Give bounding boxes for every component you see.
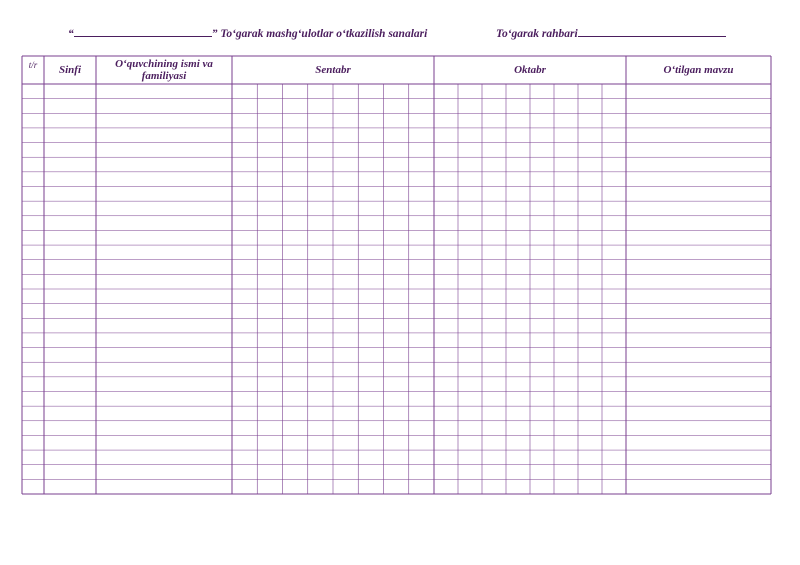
column-header-october: Oktabr — [514, 64, 546, 76]
leader-label: To‘garak rahbari — [496, 28, 578, 40]
open-quote: “ — [68, 28, 74, 40]
club-title-text: ” To‘garak mashg‘ulotlar o‘tkazilish sanalari — [211, 28, 428, 40]
column-header-number: t/r — [28, 60, 38, 70]
column-header-class: Sinfi — [58, 64, 81, 76]
column-header-student-name: O‘quvchining ismi va familiyasi — [115, 58, 213, 82]
column-header-topic: O‘tilgan mavzu — [663, 64, 734, 76]
column-header-september: Sentabr — [315, 64, 351, 76]
